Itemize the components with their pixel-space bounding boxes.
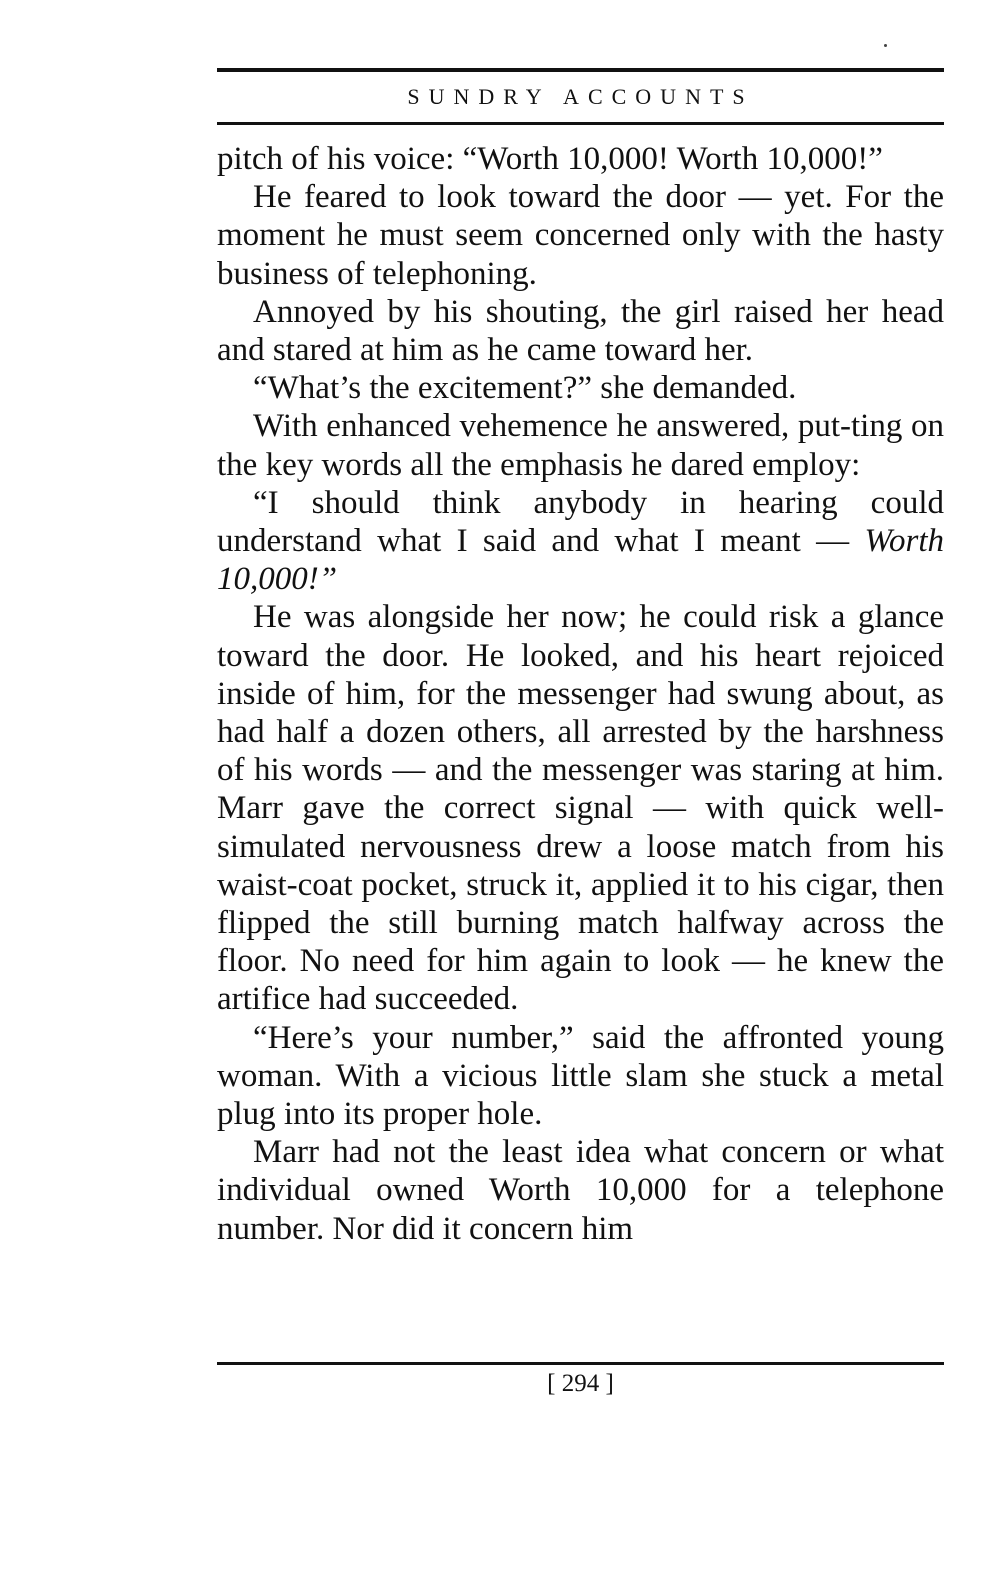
page-number: [ 294 ] bbox=[547, 1370, 614, 1397]
paragraph: He was alongside her now; he could risk a glance toward the door. He looked, and his heart rejoiced inside of him, for the messenger had swung about, as had half a dozen others, all arrested by the harshness of his words — and the messenger was staring at him. Marr gave the correct signal — with quick well-simulated nervousness drew a loose match from his waist-coat pocket, struck it, applied it to his cigar, then flipped the still burning match halfway across the floor. No need for him again to look — he knew the artifice had succeeded. bbox=[217, 599, 944, 1018]
footer-rule bbox=[217, 1362, 944, 1365]
paragraph: He feared to look toward the door — yet. For the moment he must seem concerned only with the hasty business of telephoning. bbox=[217, 179, 944, 292]
top-rule bbox=[217, 68, 944, 72]
running-head: SUNDRY ACCOUNTS bbox=[407, 84, 754, 109]
paragraph: “Here’s your number,” said the affronted young woman. With a vicious little slam she stuck a metal plug into its proper hole. bbox=[217, 1019, 944, 1133]
body-text bbox=[217, 140, 944, 1248]
paragraph: Marr had not the least idea what concern or what individual owned Worth 10,000 for a telephone number. Nor did it concern him bbox=[217, 1134, 944, 1247]
ink-speck bbox=[884, 44, 887, 47]
header-rule bbox=[217, 122, 944, 125]
paragraph-italic: Worth 10,000!” bbox=[217, 523, 944, 598]
paragraph-roman: “I should think anybody in hearing could understand what I said and what I meant — bbox=[217, 484, 944, 560]
paragraph: “What’s the excitement?” she demanded. bbox=[253, 370, 797, 407]
paragraph-continued: pitch of his voice: “Worth 10,000! Worth 10,000!” bbox=[217, 141, 883, 177]
paragraph: With enhanced vehemence he answered, put-ting on the key words all the emphasis he dared employ: bbox=[217, 408, 944, 483]
paragraph bbox=[217, 484, 944, 599]
paragraph: Annoyed by his shouting, the girl raised her head and stared at him as he came toward her. bbox=[217, 293, 944, 369]
